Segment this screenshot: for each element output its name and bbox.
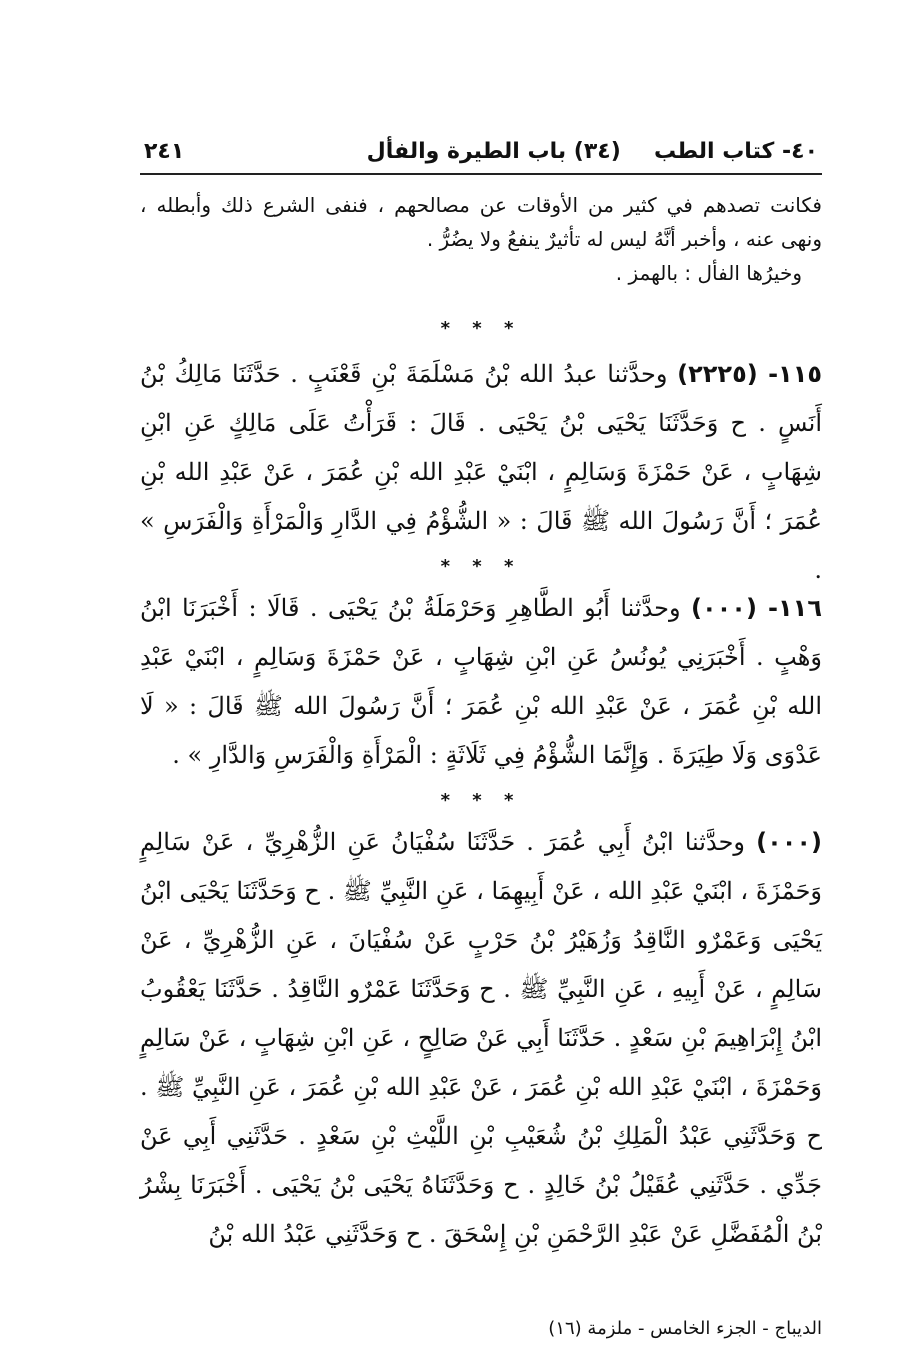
chapter-title: ٤٠- كتاب الطب [654,139,818,164]
hadith-116 [140,584,822,780]
hadith-text: وحدَّثنا ابْنُ أَبِي عُمَرَ . حَدَّثَنَا سُفْيَانُ عَنِ الزُّهْرِيِّ ، عَنْ سَالِمٍ وَحَمْزَةَ ، ابْنَيْ عَبْدِ الله ، عَنْ أَبِيهِمَا ، عَنِ النَّبِيِّ ﷺ . ح وَحَدَّثَنَا يَحْيَى ابْنُ يَحْيَى وَعَمْرٌو النَّاقِدُ وَزُهَيْرُ بْنُ حَرْبٍ عَنْ سُفْيَانَ ، عَنِ الزُّهْرِيِّ ، عَنْ سَالِمٍ ، عَنْ أَبِيهِ ، عَنِ النَّبِيِّ ﷺ . ح وَحَدَّثَنَا عَمْرٌو النَّاقِدُ . حَدَّثَنَا يَعْقُوبُ ابْنُ إِبْرَاهِيمَ بْنِ سَعْدٍ . حَدَّثَنَا أَبِي عَنْ صَالِحٍ ، عَنِ ابْنِ شِهَابٍ ، عَنْ سَالِمٍ وَحَمْزَةَ ، ابْنَيْ عَبْدِ الله بْنِ عُمَرَ ، عَنْ عَبْدِ الله بْنِ عُمَرَ ، عَنِ النَّبِيِّ ﷺ . ح وَحَدَّثَنِي عَبْدُ الْمَلِكِ بْنُ شُعَيْبِ بْنِ اللَّيْثِ بْنِ سَعْدٍ . حَدَّثَنِي أَبِي عَنْ جَدِّي . حَدَّثَنِي عُقَيْلُ بْنُ خَالِدٍ . ح وَحَدَّثَنَاهُ يَحْيَى بْنُ يَحْيَى . أَخْبَرَنَا بِشْرُ بْنُ الْمُفَضَّلِ عَنْ عَبْدِ الرَّحْمَنِ بْنِ إِسْحَقَ . ح وَحَدَّثَنِي عَبْدُ الله بْنُ [140,828,822,1248]
printer-signature: الديباج - الجزء الخامس - ملزمة (١٦) [548,1318,822,1339]
intro-commentary [140,188,822,290]
section-title: (٣٤) باب الطيرة والفأل [366,139,621,164]
page-header [140,133,822,175]
separator-stars: * * * [440,790,522,811]
hadith-000 [140,818,822,1259]
hadith-text: وحدَّثنا عبدُ الله بْنُ مَسْلَمَةَ بْنِ قَعْنَبٍ . حَدَّثَنَا مَالِكُ بْنُ أَنَسٍ . ح وَحَدَّثَنَا يَحْيَى بْنُ يَحْيَى . قَالَ : قَرَأْتُ عَلَى مَالِكٍ عَنِ ابْنِ شِهَابٍ ، عَنْ حَمْزَةَ وَسَالِمٍ ، ابْنَيْ عَبْدِ الله بْنِ عُمَرَ ، عَنْ عَبْدِ الله بْنِ عُمَرَ ؛ أَنَّ رَسُولَ الله ﷺ قَالَ : « الشُّؤْمُ فِي الدَّارِ وَالْمَرْأَةِ وَالْفَرَسِ » . [140,360,822,584]
hadith-number: ١١٥- (٢٢٢٥) [677,360,822,388]
separator-stars: * * * [440,556,522,577]
hadith-paragraph [140,818,822,1259]
hadith-text: وحدَّثنا أَبُو الطَّاهِرِ وَحَرْمَلَةُ بْنُ يَحْيَى . قَالَا : أَخْبَرَنَا ابْنُ وَهْبٍ . أَخْبَرَنِي يُونُسُ عَنِ ابْنِ شِهَابٍ ، عَنْ حَمْزَةَ وَسَالِمٍ ، ابْنَيْ عَبْدِ الله بْنِ عُمَرَ ، عَنْ عَبْدِ الله بْنِ عُمَرَ ؛ أَنَّ رَسُولَ الله ﷺ قَالَ : « لَا عَدْوَى وَلَا طِيَرَةَ . وَإِنَّمَا الشُّؤْمُ فِي ثَلَاثَةٍ : الْمَرْأَةِ وَالْفَرَسِ وَالدَّارِ » . [140,594,822,769]
hadith-number: ١١٦- (٠٠٠) [691,594,822,622]
hadith-paragraph [140,584,822,780]
intro-note: وخيرُها الفأل : بالهمز . [615,261,802,285]
intro-paragraph: فكانت تصدهم في كثير من الأوقات عن مصالحهم ، فنفى الشرع ذلك وأبطله ، ونهى عنه ، وأخبر أنَّهُ ليس له تأثيرٌ ينفعُ ولا يضُرُّ . [140,193,822,251]
separator-stars: * * * [440,318,522,339]
hadith-number: (٠٠٠) [756,828,822,856]
page-number: ٢٤١ [144,139,185,164]
